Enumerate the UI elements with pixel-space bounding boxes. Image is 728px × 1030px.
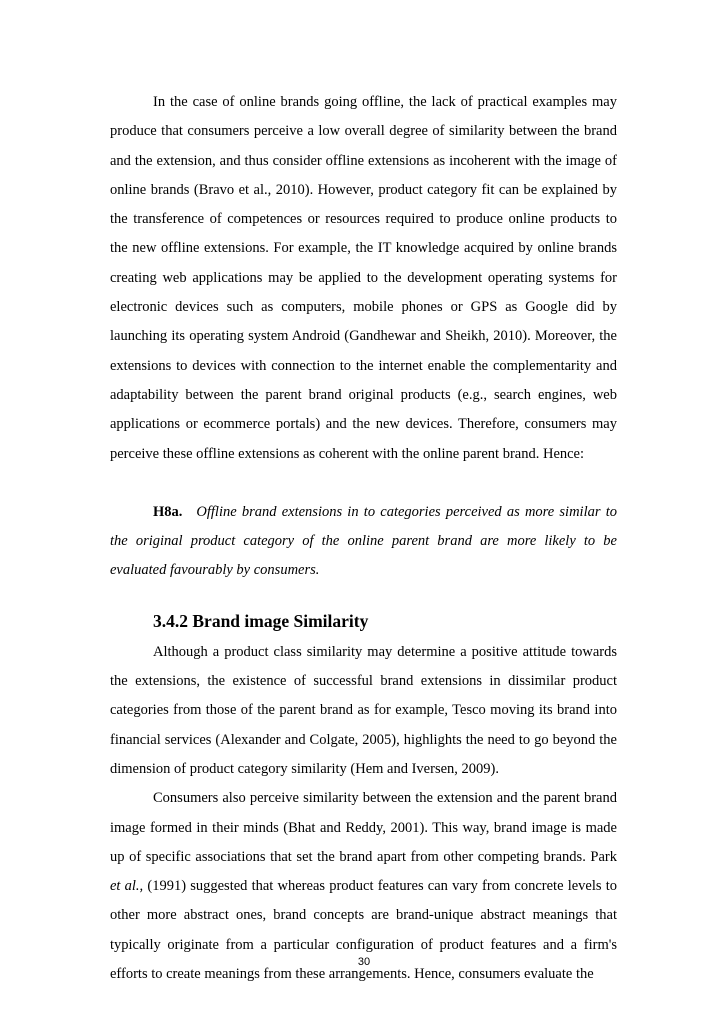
hypothesis-h8a [110, 498, 617, 586]
page-body [110, 88, 617, 989]
paragraph-brand-image-text-2: (1991) suggested that whereas product features can vary from concrete levels to other more abstract ones, brand concepts are brand-unique abstract meanings that typically originate from a particular configuration of product features and a firm's efforts to create meanings from these arrangements. Hence, consumers evaluate the [110, 878, 617, 983]
hypothesis-label: H8a. [153, 503, 183, 520]
paragraph-product-class-similarity: Although a product class similarity may determine a positive attitude towards the extensions, the existence of successful brand extensions in dissimilar product categories from those of the parent brand as for example, Tesco moving its brand into financial services (Alexander and Colgate, 2005), highlights the need to go beyond the dimension of product category similarity (Hem and Iversen, 2009). [110, 643, 617, 777]
citation-et-al: et al., [110, 878, 144, 895]
paragraph-brand-image-text-1: Consumers also perceive similarity between the extension and the parent brand image formed in their minds (Bhat and Reddy, 2001). This way, brand image is made up of specific associations that set the brand apart from other competing brands. Park [110, 790, 617, 865]
page-number: 30 [357, 956, 371, 968]
paragraph-online-brands-offline: In the case of online brands going offline, the lack of practical examples may produce that consumers perceive a low overall degree of similarity between the brand and the extension, and thus consider offline extensions as incoherent with the image of online brands (Bravo et al., 2010). However, product category fit can be explained by the transference of competences or resources required to produce online products to the new offline extensions. For example, the IT knowledge acquired by online brands creating web applications may be applied to the development operating systems for electronic devices such as computers, mobile phones or GPS as Google did by launching its operating system Android (Gandhewar and Sheikh, 2010). Moreover, the extensions to devices with connection to the internet enable the complementarity and adaptability between the parent brand original products (e.g., search engines, web applications or ecommerce portals) and the new devices. Therefore, consumers may perceive these offline extensions as coherent with the online parent brand. Hence: [110, 94, 617, 462]
section-heading: 3.4.2 Brand image Similarity [153, 610, 369, 631]
hypothesis-text: Offline brand extensions in to categories perceived as more similar to the original product category of the online parent brand are more likely to be evaluated favourably by consumers. [110, 503, 617, 579]
